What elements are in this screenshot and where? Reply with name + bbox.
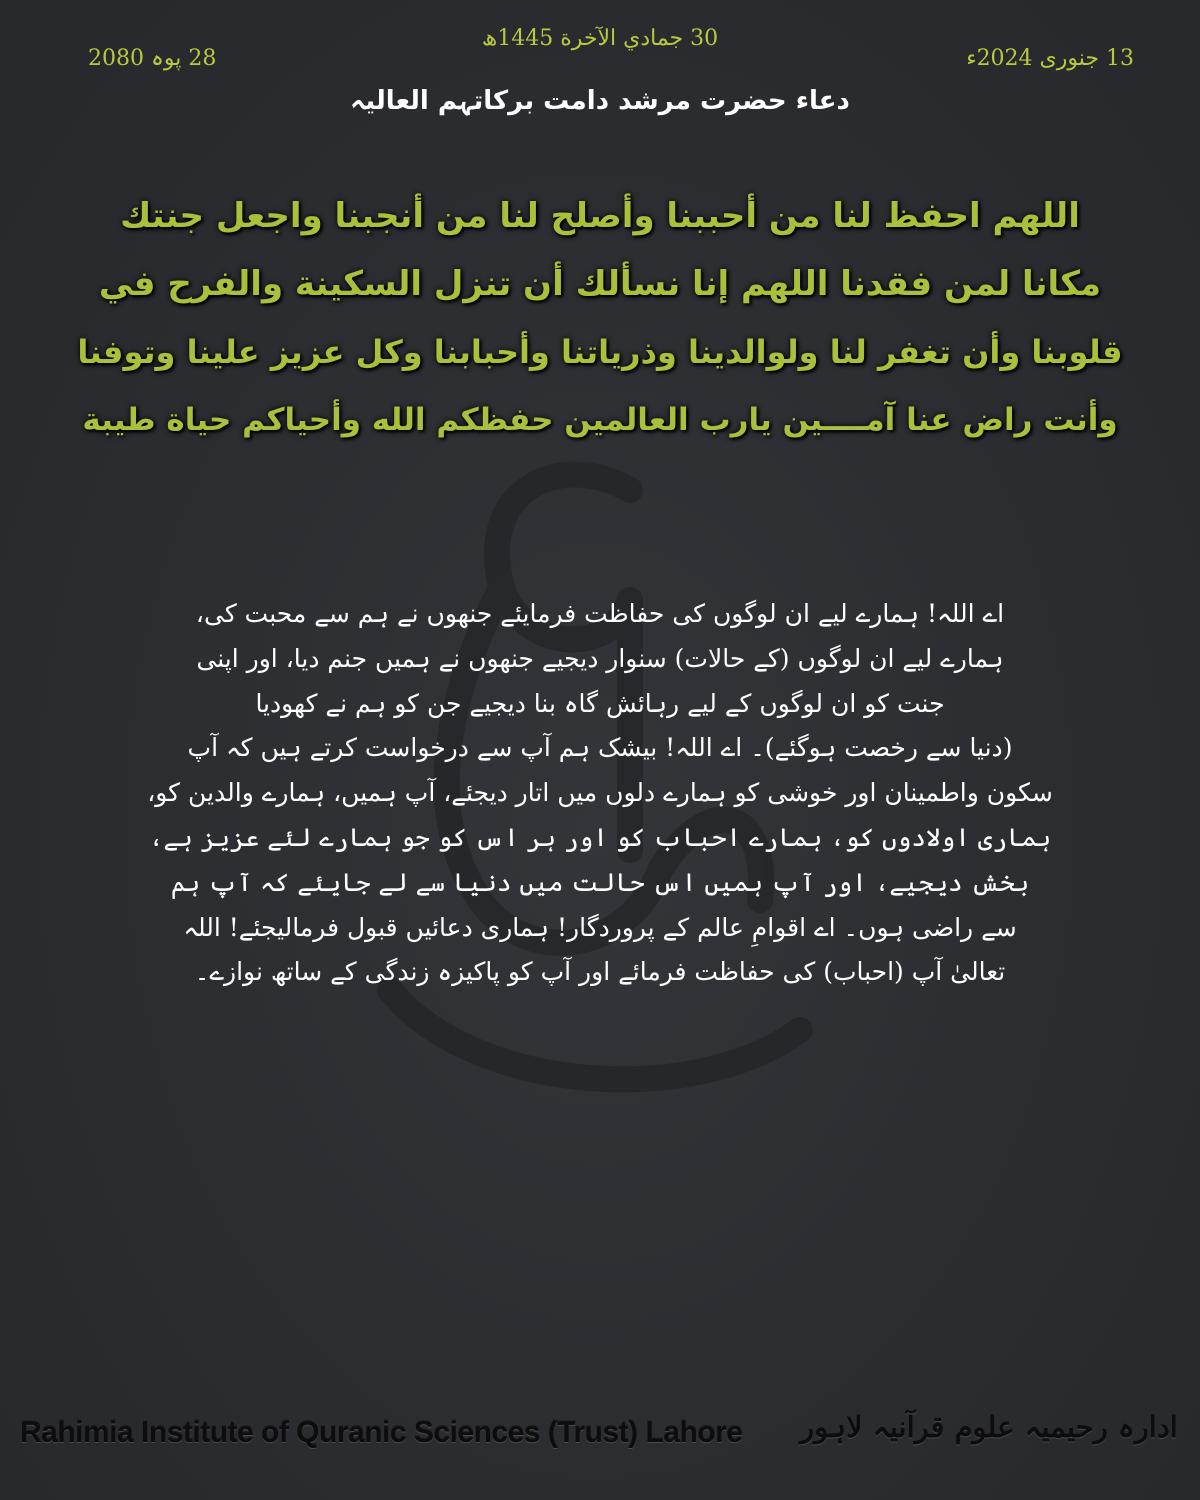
- arabic-line: اللهم احفظ لنا من أحببنا وأصلح لنا من أنجبنا واجعل جنتك: [120, 196, 1080, 236]
- urdu-line: اے اللہ! ہمارے لیے ان لوگوں کی حفاظت فرمایئے جنھوں نے ہم سے محبت کی،: [195, 599, 1005, 628]
- arabic-dua: [70, 182, 1130, 454]
- institute-name: Rahimia Institute of Quranic Sciences (Trust) Lahore: [20, 1416, 743, 1449]
- hijri-date: 30 جمادي الآخرة 1445ھ: [481, 26, 719, 51]
- institute-logo: ادارہ رحیمیہ علوم قرآنیہ لاہور: [800, 1410, 1178, 1444]
- bikrami-date: 28 پوہ 2080: [88, 46, 217, 71]
- urdu-line: تعالیٰ آپ (احباب) کی حفاظت فرمائے اور آپ کو پاکیزہ زندگی کے ساتھ نوازے۔: [194, 957, 1006, 987]
- urdu-line: (دنیا سے رخصت ہوگئے)۔ اے اللہ! بیشک ہم آپ سے درخواست کرتے ہیں کہ آپ: [187, 733, 1013, 763]
- urdu-line: سکون واطمینان اور خوشی کو ہمارے دلوں میں اتار دیجئے، آپ ہمیں، ہمارے والدین کو،: [147, 778, 1053, 808]
- urdu-line: جنت کو ان لوگوں کے لیے رہائش گاہ بنا دیجیے جن کو ہم نے کھودیا: [255, 688, 945, 718]
- arabic-line: مكانا لمن فقدنا اللهم إنا نسألك أن تنزل السكينة والفرح في: [98, 264, 1102, 304]
- urdu-line: سے راضی ہوں۔ اے اقوامِ عالم کے پروردگار! ہماری دعائیں قبول فرمالیجئے! اللہ: [183, 912, 1017, 942]
- urdu-line: ہمارے لیے ان لوگوں (کے حالات) سنوار دیجیے جنھوں نے ہمیں جنم دیا، اور اپنی: [196, 643, 1004, 673]
- arabic-line: وأنت راض عنا آمــــين يارب العالمين حفظكم الله وأحياكم حياة طيبة: [82, 402, 1118, 438]
- urdu-line: ہماری اولادوں کو، ہمارے احباب کو اور ہر اس کو جو ہمارے لئے عزیز ہے،: [148, 822, 1052, 852]
- urdu-translation: [120, 592, 1080, 995]
- gregorian-date: 13 جنوری 2024ء: [966, 46, 1134, 71]
- arabic-line: قلوبنا وأن تغفر لنا ولوالدينا وذرياتنا وأحبابنا وكل عزيز علينا وتوفنا: [77, 333, 1123, 371]
- dua-heading: دعاء حضرت مرشد دامت برکاتہم العالیہ: [350, 86, 850, 116]
- footer: [0, 1408, 1200, 1478]
- urdu-line: بخش دیجیے، اور آپ ہمیں اس حالت میں دنیا سے لے جایئے کہ آپ ہم: [170, 867, 1030, 897]
